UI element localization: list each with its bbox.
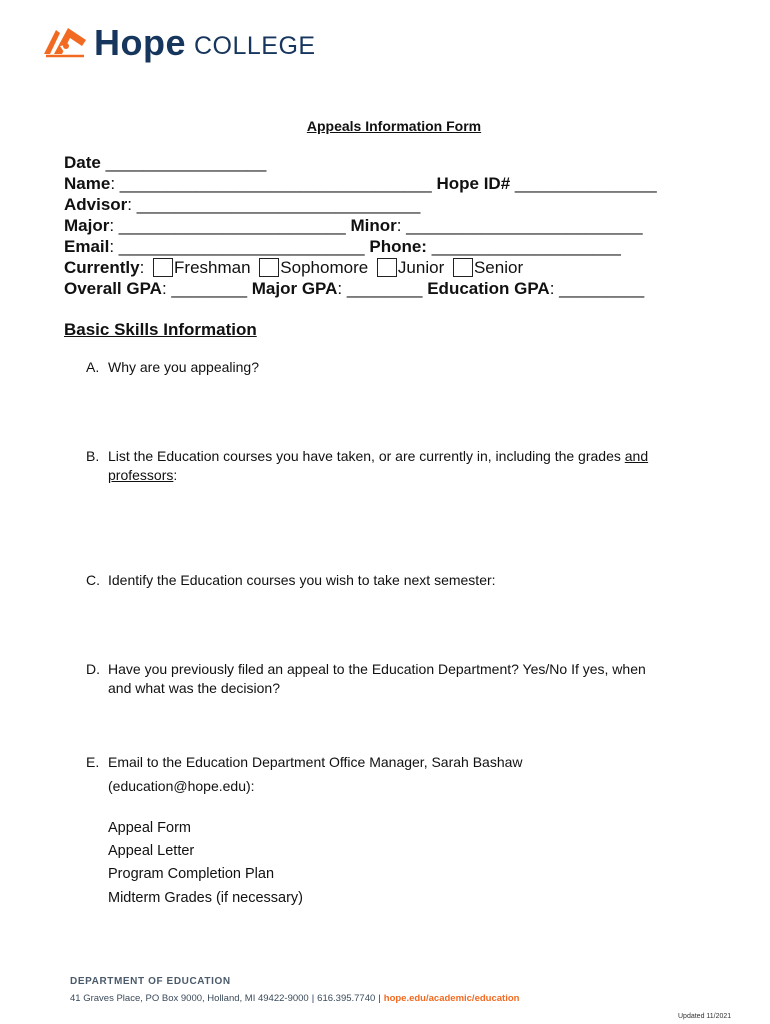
major-row — [64, 215, 744, 236]
question-text: List the Education courses you have taken, or are currently in, including the grades — [108, 448, 625, 464]
form-title: Appeals Information Form — [306, 118, 482, 134]
major-label: Major — [64, 216, 110, 235]
hope-college-logo — [42, 24, 332, 68]
name-label: Name — [64, 174, 111, 193]
question-text-line2: professors — [108, 467, 174, 483]
question-label: A. — [86, 359, 100, 375]
senior-checkbox[interactable] — [453, 258, 473, 277]
question-label: B. — [86, 448, 100, 464]
logo-wordmark-hope: Hope — [94, 22, 186, 63]
currently-label: Currently — [64, 258, 140, 277]
email-row — [64, 236, 744, 257]
senior-option-label: Senior — [473, 258, 524, 277]
footer-phone: 616.395.7740 — [317, 993, 376, 1004]
section-heading: Basic Skills Information — [64, 320, 257, 339]
footer-contact — [70, 993, 519, 1004]
date-label: Date — [64, 153, 101, 172]
question-label: C. — [86, 572, 100, 588]
gpa-row — [64, 278, 744, 299]
logo-wordmark-college: COLLEGE — [194, 32, 316, 60]
attachment-item: Program Completion Plan — [108, 866, 275, 882]
email-label: Email — [64, 237, 110, 256]
question-text-line2-end: : — [173, 467, 178, 483]
phone-field[interactable]: ____________________ — [426, 237, 621, 256]
overall-gpa-label: Overall GPA — [64, 279, 162, 298]
question-text: Why are you appealing? — [108, 359, 259, 375]
footer-address: 41 Graves Place, PO Box 9000, Holland, MI 49422-9000 — [70, 993, 309, 1004]
question-text: Identify the Education courses you wish to take next semester: — [108, 572, 496, 588]
footer-separator: | — [378, 993, 381, 1004]
major-gpa-label: Major GPA — [251, 279, 338, 298]
updated-date: Updated 11/2021 — [678, 1013, 732, 1020]
question-text-line2: and what was the decision? — [108, 680, 280, 696]
attachment-item: Appeal Form — [108, 820, 192, 836]
sophomore-checkbox[interactable] — [259, 258, 279, 277]
junior-option-label: Junior — [397, 258, 445, 277]
question-e — [86, 750, 706, 798]
sophomore-option-label: Sophomore — [280, 258, 369, 277]
question-text: Have you previously filed an appeal to the Education Department? Yes/No If yes, when — [108, 661, 646, 677]
student-info-fields — [64, 152, 744, 299]
minor-field[interactable]: : _________________________ — [396, 216, 643, 235]
date-row — [64, 152, 744, 173]
overall-gpa-field[interactable]: : ________ — [161, 279, 252, 298]
hope-id-label: Hope ID# — [436, 174, 511, 193]
attachment-item: Midterm Grades (if necessary) — [108, 890, 303, 906]
phone-label: Phone: — [369, 237, 427, 256]
footer-separator: | — [311, 993, 315, 1004]
question-c — [86, 571, 706, 590]
currently-colon: : — [139, 258, 150, 277]
advisor-row — [64, 194, 744, 215]
education-gpa-label: Education GPA — [427, 279, 550, 298]
question-d — [86, 660, 706, 698]
education-gpa-field[interactable]: : _________ — [549, 279, 645, 298]
question-text: Email to the Education Department Office Manager, Sarah Bashaw — [108, 754, 523, 770]
hope-id-field[interactable]: _______________ — [510, 174, 657, 193]
advisor-label: Advisor — [64, 195, 128, 214]
footer-department: DEPARTMENT OF EDUCATION — [70, 976, 231, 987]
question-label: D. — [86, 661, 100, 677]
question-a — [86, 358, 706, 377]
anchor-logo-icon — [42, 24, 88, 58]
name-field[interactable]: : _________________________________ — [110, 174, 437, 193]
question-text-line2: (education@hope.edu): — [108, 778, 255, 794]
junior-checkbox[interactable] — [377, 258, 397, 277]
date-field[interactable]: _________________ — [100, 153, 267, 172]
major-field[interactable]: : ________________________ — [109, 216, 351, 235]
freshman-checkbox[interactable] — [153, 258, 173, 277]
name-row — [64, 173, 744, 194]
footer-website-link[interactable]: hope.edu/academic/education — [383, 993, 520, 1004]
major-gpa-field[interactable]: : ________ — [337, 279, 428, 298]
question-text-underlined: and — [624, 448, 649, 464]
currently-row — [64, 257, 744, 278]
question-b — [86, 447, 706, 485]
minor-label: Minor — [350, 216, 397, 235]
attachment-item: Appeal Letter — [108, 843, 195, 859]
freshman-option-label: Freshman — [174, 258, 251, 277]
advisor-field[interactable]: : ______________________________ — [127, 195, 421, 214]
email-field[interactable]: : __________________________ — [109, 237, 370, 256]
question-label: E. — [86, 754, 100, 770]
